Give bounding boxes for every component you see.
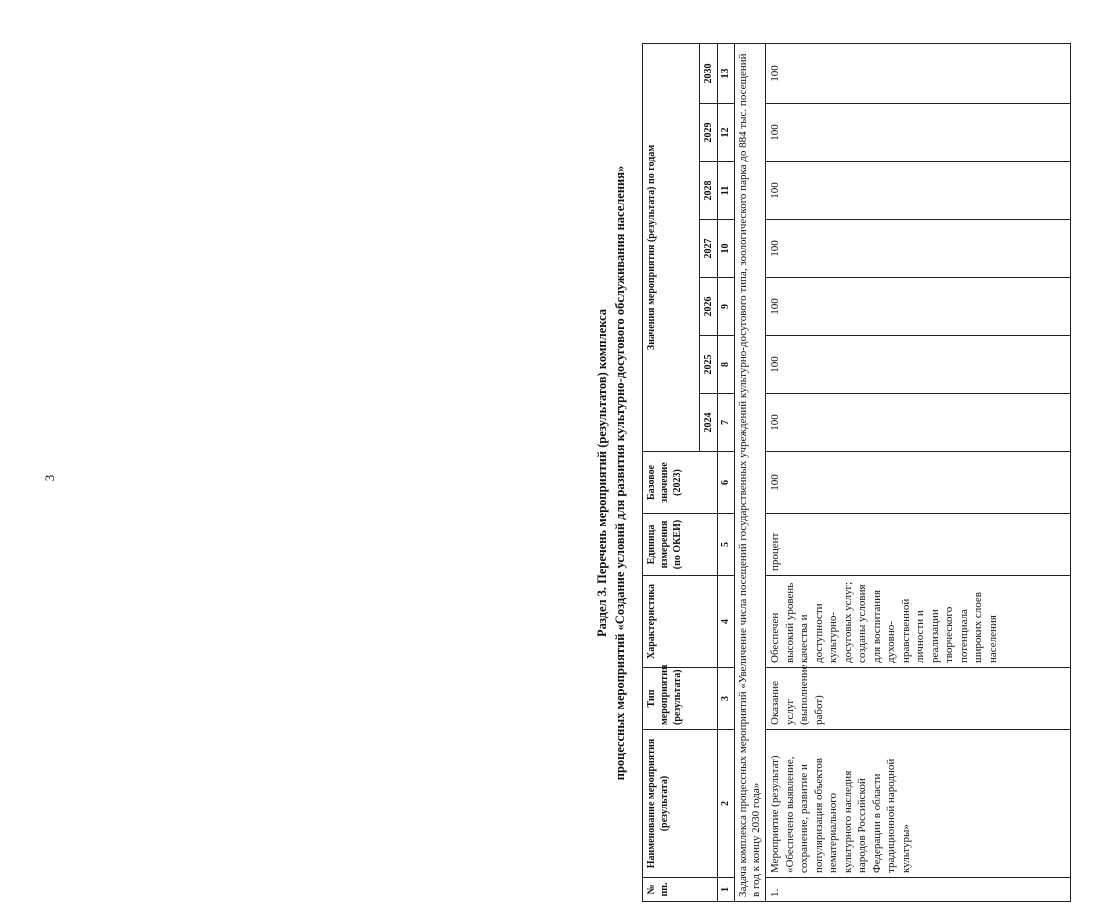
- row-unit: процент: [766, 514, 1071, 576]
- row-number: 1.: [766, 878, 1071, 902]
- year-cell: 2027: [700, 220, 718, 278]
- task-description: Задача комплекса процессных мероприятий «Увеличение числа посещений государственных учреждений культурно-досугового типа, зоологического парка до 884 тыс. посещений в год к концу 2030 года»: [735, 43, 766, 901]
- year-cell: 2025: [700, 336, 718, 394]
- row-type: Оказание услуг (выполнение работ): [766, 668, 1071, 730]
- header-unit: Единица измерения (по ОКЕИ): [643, 514, 718, 576]
- row-name: Мероприятие (результат) «Обеспечено выявление, сохранение, развитие и популяризация объектов нематериального культурного наследия народов Российской Федерации в области традиционной народной культуры»: [766, 730, 1071, 878]
- row-year-value: 100: [766, 336, 1071, 394]
- row-year-value: 100: [766, 278, 1071, 336]
- row-year-value: 100: [766, 162, 1071, 220]
- column-number: 7: [718, 394, 735, 452]
- year-cell: 2030: [700, 43, 718, 103]
- year-cell: 2029: [700, 104, 718, 162]
- row-year-value: 100: [766, 394, 1071, 452]
- results-table: [642, 43, 1071, 902]
- row-base-value: 100: [766, 452, 1071, 514]
- row-characteristic: Обеспечен высокий уровень качества и доступности культурно-досуговых услуг; созданы условия для воспитания духовно-нравственной личности и реализации творческого потенциала широких слоев населения: [766, 576, 1071, 668]
- column-number: 12: [718, 104, 735, 162]
- row-year-value: 100: [766, 104, 1071, 162]
- header-values-group: Значения мероприятия (результата) по годам: [643, 43, 700, 451]
- column-number: 11: [718, 162, 735, 220]
- row-year-value: 100: [766, 43, 1071, 103]
- header-num: № пп.: [643, 878, 718, 902]
- column-number: 4: [718, 576, 735, 668]
- column-number-row: [718, 43, 735, 901]
- section-subheading: процессных мероприятий «Создание условий для развития культурно-досугового обслуживания населения»: [613, 165, 627, 781]
- column-number: 1: [718, 878, 735, 902]
- column-number: 2: [718, 730, 735, 878]
- rotated-content: [594, 44, 1114, 902]
- header-row: [643, 43, 700, 901]
- header-characteristic: Характеристика: [643, 576, 718, 668]
- task-row: [735, 43, 766, 901]
- year-cell: 2024: [700, 394, 718, 452]
- row-year-value: 100: [766, 220, 1071, 278]
- column-number: 8: [718, 336, 735, 394]
- column-number: 10: [718, 220, 735, 278]
- year-cell: 2028: [700, 162, 718, 220]
- section-heading: Раздел 3. Перечень мероприятий (результатов) комплекса: [595, 308, 609, 638]
- header-type: Тип мероприятия (результата): [643, 668, 718, 730]
- column-number: 13: [718, 43, 735, 103]
- year-cell: 2026: [700, 278, 718, 336]
- column-number: 9: [718, 278, 735, 336]
- column-number: 6: [718, 452, 735, 514]
- column-number: 3: [718, 668, 735, 730]
- header-base: Базовое значение (2023): [643, 452, 718, 514]
- page-number: 3: [42, 474, 57, 482]
- header-name: Наименование мероприятия (результата): [643, 730, 718, 878]
- column-number: 5: [718, 514, 735, 576]
- table-row: [766, 43, 1071, 901]
